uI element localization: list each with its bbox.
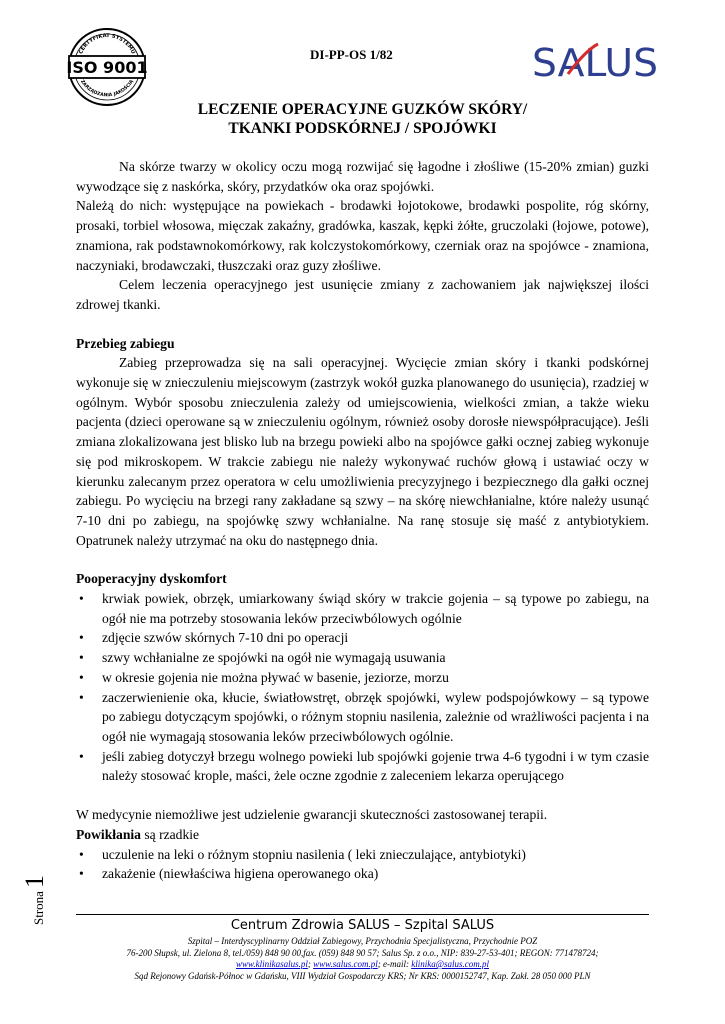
footer-title: Centrum Zdrowia SALUS – Szpital SALUS	[230, 918, 495, 933]
page-number	[20, 865, 60, 925]
intro-paragraph-3: Celem leczenia operacyjnego jest usunięcie zmiany z zachowaniem jak największej ilości zdrowej tkanki.	[76, 277, 649, 312]
footer-line-2: 76-200 Słupsk, ul. Zielona 8, tel./059) 848 90 00,fax. (059) 848 90 57; Salus Sp. z o.o., NIP: 839-27-53-401; REGON: 771478724;	[126, 947, 599, 958]
discomfort-heading: Pooperacyjny dyskomfort	[76, 571, 227, 587]
bullet-icon: •	[79, 591, 84, 607]
iso-9001-logo	[64, 26, 150, 108]
footer-divider	[76, 914, 649, 915]
list-item: • zakażenie (niewłaściwa higiena operowanego oka)	[76, 864, 649, 884]
bullet-icon: •	[79, 669, 84, 685]
website-link-1[interactable]: www.klinikasalus.pl	[236, 959, 308, 969]
bullet-icon: •	[79, 866, 84, 882]
iso-main-text: ISO 9001	[66, 58, 148, 77]
discomfort-list	[76, 589, 649, 786]
list-item: • w okresie gojenia nie można pływać w basenie, jeziorze, morzu	[76, 668, 649, 688]
list-item: • szwy wchłanialne ze spojówki na ogół nie wymagają usuwania	[76, 648, 649, 668]
document-body	[76, 157, 649, 884]
list-item: • krwiak powiek, obrzęk, umiarkowany świąd skóry w trakcie gojenia – są typowe po zabiegu, na ogół nie ma potrzeby stosowania leków przeciwbólowych ogólnie	[79, 591, 649, 626]
title-line-1: LECZENIE OPERACYJNE GUZKÓW SKÓRY/	[197, 101, 528, 118]
list-item: • uczulenie na leki o różnym stopniu nasilenia ( leki znieczulające, antybiotyki)	[76, 845, 649, 865]
iso-bottom-text: ZARZĄDZANIA JAKOŚCIĄ	[79, 79, 135, 99]
document-title	[0, 100, 725, 138]
bullet-icon: •	[79, 630, 84, 646]
salus-logo	[532, 40, 660, 82]
email-link[interactable]: klinika@salus.com.pl	[411, 959, 489, 969]
bullet-icon: •	[79, 650, 84, 666]
list-item: • zdjęcie szwów skórnych 7-10 dni po operacji	[76, 628, 649, 648]
list-item: • jeśli zabieg dotyczył brzegu wolnego powieki lub spojówki gojenie trwa 4-6 tygodni i w tym czasie należy stosować krople, maści, żele oczne zgodnie z zaleceniem lekarza operującego	[79, 748, 649, 784]
page-label: Strona	[31, 891, 46, 925]
salus-logo-text: SALUS	[532, 41, 658, 82]
complications-list	[76, 845, 649, 884]
document-code: DI-PP-OS 1/82	[310, 47, 393, 62]
bullet-icon: •	[79, 846, 84, 862]
intro-paragraph-1: Na skórze twarzy w okolicy oczu mogą rozwijać się łagodne i złośliwe (15-20% zmian) guzki wywodzące się z naskórka, skóry, przydatków oka oraz spojówki.	[76, 159, 649, 194]
website-link-2[interactable]: www.salus.com.pl	[313, 959, 378, 969]
page-number-value: 1	[20, 875, 49, 889]
svg-text:ZARZĄDZANIA JAKOŚCIĄ	[79, 78, 135, 98]
guarantee-text: W medycynie niemożliwe jest udzielenie gwarancji skuteczności zastosowanej terapii.	[76, 807, 548, 823]
procedure-text: Zabieg przeprowadza się na sali operacyjnej. Wycięcie zmian skóry i tkanki podskórnej wykonuje się w znieczuleniu miejscowym (zastrzyk wokół guzka planowanego do usunięcia), rzadziej w ogólnym. Wybór sposobu znieczulenia zależy od umiejscowienia, wielkości zmian, a także wieku pacjenta (dzieci operowane są w znieczuleniu ogólnym, również osoby dorosłe niewspółpracujące). Jeśli zmiana zlokalizowana jest blisko lub na brzegu powieki albo na spojówce gałki ocznej zabieg wykonuje się pod mikroskopem. W trakcie zabiegu nie należy wykonywać ruchów głową i ustawiać oczy w kierunku zalecanym przez operatora w celu umożliwienia precyzyjnego i bezpiecznego dla gałki ocznej zabiegu. Po wycięciu na brzegi rany zakładane są szwy – na skórę niewchłanialne, które należy usunąć 7-10 dni po zabiegu, na spojówkę szwy wchłanialne. Na ranę stosuje się maść z antybiotykiem. Opatrunek należy utrzymać na oku do następnego dnia.	[76, 355, 649, 548]
svg-text:CERTYFIKAT SYSTEMU	[78, 33, 136, 55]
bullet-icon: •	[79, 689, 84, 705]
title-line-2: TKANKI PODSKÓRNEJ / SPOJÓWKI	[228, 120, 497, 137]
footer-line-1: Szpital – Interdyscyplinarny Oddział Zabiegowy, Przychodnia Specjalistyczna, Przychodnie POZ	[187, 936, 538, 946]
footer-line-4: Sąd Rejonowy Gdańsk-Północ w Gdańsku, VIII Wydział Gospodarczy KRS; Nr KRS: 0000152747, Kap. Zakł. 28 050 000 PLN	[134, 970, 591, 981]
footer-info	[0, 936, 725, 982]
list-item: • zaczerwienienie oka, kłucie, światłowstręt, obrzęk spojówki, wylew podspojówkowy – są typowe po zabiegu dotyczącym spojówki, o różnym stopniu nasilenia, zależnie od wrażliwości pacjenta i na ogół nie wymagają stosowania leków przeciwbólowych ogólnie.	[79, 689, 649, 744]
iso-top-text: CERTYFIKAT SYSTEMU	[78, 32, 136, 56]
footer-line-3: www.klinikasalus.pl; www.salus.com.pl; e-mail: klinika@salus.com.pl	[236, 959, 489, 969]
procedure-heading: Przebieg zabiegu	[76, 335, 175, 351]
intro-paragraph-2: Należą do nich: występujące na powiekach - brodawki łojotokowe, brodawki pospolite, róg skórny, prosaki, torbiel włosowa, mięczak zakaźny, gradówka, kaszak, kępki żółte, gruczolaki (łojowe, potowe), znamiona, rak podstawnokomórkowy, rak kolczystokomórkowy, czerniak oraz na spojówce - znamiona, naczyniaki, brodawczaki, tłuszczaki oraz guzy złośliwe.	[76, 198, 649, 273]
bullet-icon: •	[79, 748, 84, 764]
complications-heading: Powikłania są rzadkie	[76, 826, 200, 842]
